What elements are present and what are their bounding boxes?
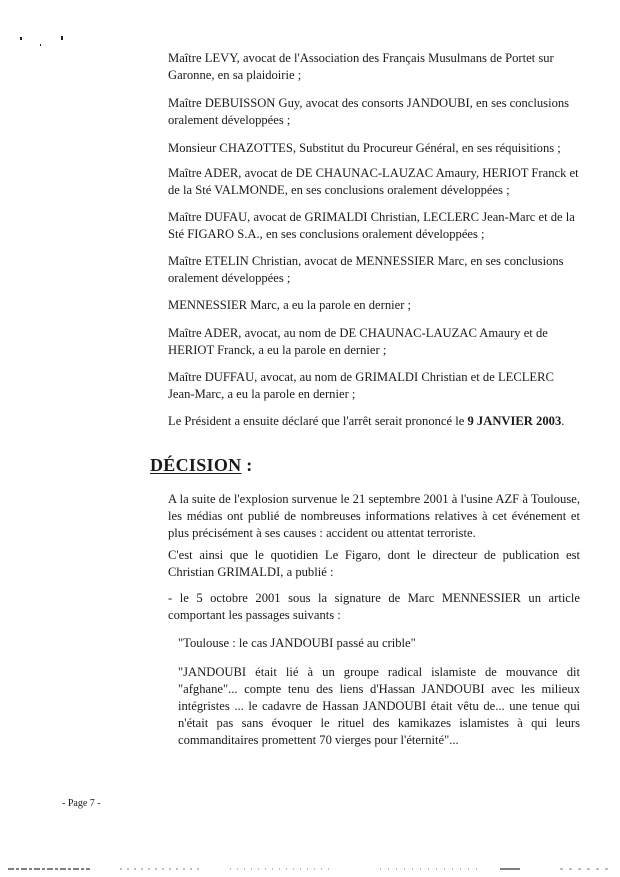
announcement-date: 9 JANVIER 2003 — [467, 414, 562, 428]
paragraph-levy: Maître LEVY, avocat de l'Association des Français Musulmans de Portet sur Garonne, en sa plaidoirie ; — [168, 51, 554, 82]
scan-speck — [40, 44, 41, 46]
decision-paragraph-figaro: C'est ainsi que le quotidien Le Figaro, dont le directeur de publication est Christian GRIMALDI, a publié : — [168, 548, 580, 579]
paragraph-chazottes: Monsieur CHAZOTTES, Substitut du Procureur Général, en ses réquisitions ; — [168, 141, 561, 155]
page-number: - Page 7 - — [62, 798, 101, 809]
decision-heading — [150, 455, 253, 476]
decision-paragraph-intro: A la suite de l'explosion survenue le 21 septembre 2001 à l'usine AZF à Toulouse, les médias ont publié de nombreuses informations relatives à cet événement et plus précisément à ses causes : accident ou attentat terroriste. — [168, 492, 580, 540]
paragraph-dufau: Maître DUFAU, avocat de GRIMALDI Christian, LECLERC Jean-Marc et de la Sté FIGARO S.A., en ses conclusions oralement développées ; — [168, 210, 575, 241]
paragraph-etelin: Maître ETELIN Christian, avocat de MENNESSIER Marc, en ses conclusions oralement développées ; — [168, 254, 564, 285]
decision-heading-title: DÉCISION — [150, 455, 242, 475]
paragraph-mennessier: MENNESSIER Marc, a eu la parole en dernier ; — [168, 298, 412, 312]
announcement-paragraph — [168, 413, 580, 430]
decision-paragraph-article: - le 5 octobre 2001 sous la signature de Marc MENNESSIER un article comportant les passages suivants : — [168, 591, 580, 622]
scan-speck — [20, 37, 22, 40]
announcement-end: . — [561, 414, 565, 428]
paragraph-duffau-dernier: Maître DUFFAU, avocat, au nom de GRIMALDI Christian et de LECLERC Jean-Marc, a eu la parole en dernier ; — [168, 370, 554, 401]
paragraph-ader: Maître ADER, avocat de DE CHAUNAC-LAUZAC Amaury, HERIOT Franck et de la Sté VALMONDE, en ses conclusions oralement développées ; — [168, 166, 579, 197]
scan-noise-line — [0, 866, 620, 872]
paragraph-debuisson: Maître DEBUISSON Guy, avocat des consorts JANDOUBI, en ses conclusions oralement développées ; — [168, 96, 570, 127]
scan-speck — [61, 36, 63, 40]
decision-heading-colon: : — [241, 455, 253, 475]
decision-quote-body: "JANDOUBI était lié à un groupe radical islamiste de mouvance dit "afghane"... compte tenu des liens d'Hassan JANDOUBI avec les milieux intégristes ... le cadavre de Hassan JANDOUBI était vêtu de... une tenue qui n'était pas sans évoquer le rituel des kamikazes islamistes à qui leurs commanditaires promettent 70 vierges pour l'éternité"... — [178, 665, 580, 747]
paragraph-ader-dernier: Maître ADER, avocat, au nom de DE CHAUNAC-LAUZAC Amaury et de HERIOT Franck, a eu la parole en dernier ; — [168, 326, 548, 357]
decision-quote-title: "Toulouse : le cas JANDOUBI passé au crible" — [178, 636, 416, 650]
announcement-text: Le Président a ensuite déclaré que l'arrêt serait prononcé le — [168, 414, 468, 428]
